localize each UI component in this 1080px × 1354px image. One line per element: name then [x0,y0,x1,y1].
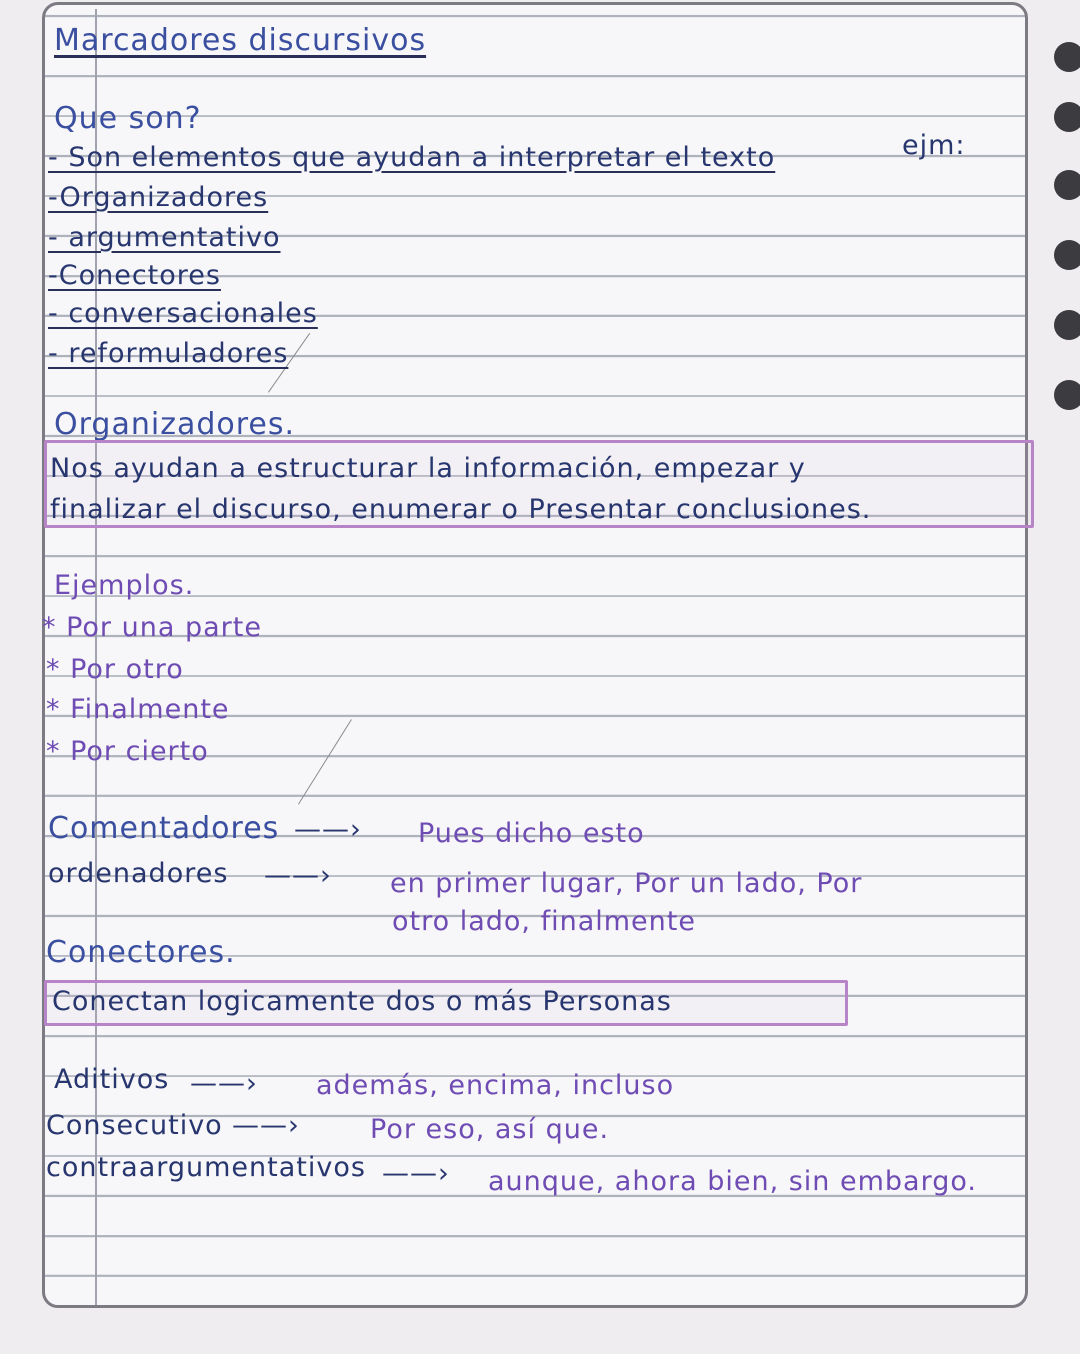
comentadores-label: Comentadores [48,811,280,846]
organizadores-desc-line: finalizar el discurso, enumerar o Presentar conclusiones. [50,494,872,525]
definition-text: - Son elementos que ayudan a interpretar el texto [48,142,776,173]
arrow-icon: ——› [294,814,362,845]
arrow-icon: ——› [190,1068,258,1099]
conector-type-value: además, encima, incluso [316,1070,675,1101]
conectores-heading: Conectores. [46,935,236,970]
arrow-icon: ——› [264,860,332,891]
organizadores-desc-line: Nos ayudan a estructurar la información, empezar y [50,453,806,484]
ordenadores-value-line: otro lado, finalmente [392,906,696,937]
binding-hole-icon [1054,42,1080,72]
ejemplo-item: * Finalmente [46,694,230,725]
type-item: - argumentativo [48,222,281,253]
binding-hole-icon [1054,102,1080,132]
type-item: - conversacionales [48,298,318,329]
arrow-icon: ——› [382,1158,450,1189]
conector-type-value: aunque, ahora bien, sin embargo. [488,1166,977,1197]
conector-type-label: Aditivos [54,1064,170,1095]
arrow-icon: ——› [232,1110,300,1141]
ordenadores-value-line: en primer lugar, Por un lado, Por [390,868,863,899]
ejemplo-item: * Por cierto [46,736,209,767]
binding-hole-icon [1054,310,1080,340]
example-tag: ejm: [902,130,966,161]
binding-hole-icon [1054,170,1080,200]
type-item: -Organizadores [48,182,269,213]
ejemplo-item: * Por una parte [42,612,262,643]
type-item: - reformuladores [48,338,289,369]
conector-type-label: contraargumentativos [46,1152,366,1183]
ejemplos-heading: Ejemplos. [54,570,195,601]
page-title: Marcadores discursivos [54,23,427,58]
question-heading: Que son? [54,101,202,136]
conector-type-value: Por eso, así que. [370,1114,610,1145]
type-item: -Conectores [48,260,221,291]
ejemplo-item: * Por otro [46,654,184,685]
ordenadores-label: ordenadores [48,858,229,889]
organizadores-heading: Organizadores. [54,407,296,442]
comentadores-value: Pues dicho esto [418,818,645,849]
conector-type-label: Consecutivo [46,1110,223,1141]
binding-hole-icon [1054,240,1080,270]
binding-hole-icon [1054,380,1080,410]
conectores-desc: Conectan logicamente dos o más Personas [52,986,672,1017]
